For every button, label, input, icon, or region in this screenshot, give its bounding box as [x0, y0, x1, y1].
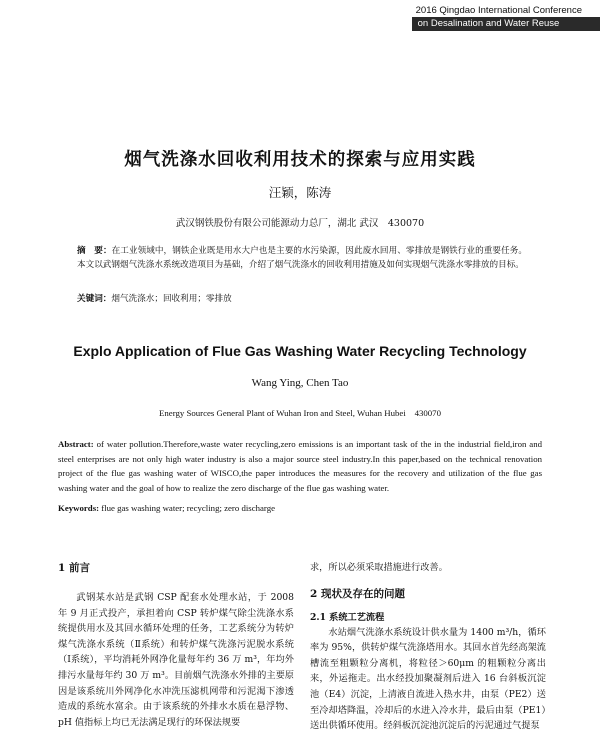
keywords-english	[58, 502, 542, 514]
title-english: Explo Application of Flue Gas Washing Water Recycling Technology	[73, 343, 527, 359]
keywords-cn-label: 关键词：	[77, 294, 112, 304]
section-heading-status: 2 现状及存在的问题	[310, 587, 405, 600]
conference-topic: on Desalination and Water Reuse	[417, 18, 560, 29]
keywords-chinese	[77, 293, 527, 305]
abstract-english	[58, 437, 542, 495]
section-heading-introduction: 1 前言	[58, 562, 90, 574]
abstract-cn-label: 摘 要：	[77, 246, 112, 256]
keywords-en-label: Keywords:	[58, 503, 100, 513]
subsection-heading-process: 2.1 系统工艺流程	[310, 611, 385, 623]
authors-chinese: 汪颖，陈涛	[268, 185, 332, 200]
affiliation-chinese: 武汉钢铁股份有限公司能源动力总厂，湖北 武汉 430070	[175, 218, 425, 229]
right-column	[310, 560, 546, 734]
keywords-en-text: flue gas washing water; recycling; zero discharge	[99, 503, 275, 513]
left-column	[58, 560, 294, 730]
abstract-cn-text: 在工业领域中，钢铁企业既是用水大户也是主要的水污染源，因此废水回用、零排放是钢铁行业的重要任务。本文以武钢烟气洗涤水系统改造项目为基础，介绍了烟气洗涤水的回收利用措施及如何实现烟气洗涤水零排放的目标。	[77, 246, 527, 270]
process-paragraph: 水站烟气洗涤水系统设计供水量为 1400 m³/h，循环率为 95%，供转炉煤气洗涤塔用水。其回水首先经高架流槽流至粗颗粒分离机，将粒径＞60μm 的粗颗粒分离出来，外运拖走。出水经投加聚凝剂后进入 16 台斜板沉淀池（E4）沉淀，上清液自流进入热水井，由泵（PE2）送至冷却塔降温，冷却后的水进入冷水井，最后由泵（PE1）送出供循环使用。经斜板沉淀池沉淀后的污泥通过气提泵	[310, 626, 546, 732]
affiliation-english: Energy Sources General Plant of Wuhan Iron and Steel, Wuhan Hubei 430070	[159, 408, 441, 418]
title-chinese: 烟气洗涤水回收利用技术的探索与应用实践	[124, 150, 476, 170]
authors-english: Wang Ying, Chen Tao	[251, 377, 349, 389]
keywords-cn-text: 烟气洗涤水；回收利用；零排放	[111, 294, 232, 304]
introduction-paragraph: 武钢某水站是武钢 CSP 配套水处理水站，于 2008 年 9 月正式投产，承担着向 CSP 转炉煤气除尘洗涤水系统提供用水及其回水循环处理的任务，工艺系统分为转炉煤气洗涤水系统（Ⅱ系统）和转炉煤气洗涤污泥脱水系统（Ⅰ系统），平均消耗外网净化量每年约 36 万 m³，年均外排污水量每年约 30 万 m³。目前烟气洗涤水外排的主要原因是该系统川外网净化水冲洗压滤机网带和污泥渴下渗透造成的系统水富余。由于该系统的外排水水质在悬浮物、pH 值指标上均已无法满足现行的环保法规要	[58, 592, 294, 728]
abstract-chinese	[77, 244, 527, 272]
abstract-en-text: of water pollution.Therefore,waste water recycling,zero emissions is an important task of the in the industrial field,iron and steel enterprises are not only high water industry is also a major source steel industry.In this paper,based on the technical renovation project of the flue gas washing water of WISCO,the paper introduces the measures for the recovery and utilization of the flue gas washing water and the goal of how to realize the zero discharge of the flue gas washing water.	[58, 439, 542, 493]
conference-header	[416, 4, 582, 30]
continuation-text: 求，所以必须采取措施进行改善。	[310, 562, 448, 573]
conference-name: 2016 Qingdao International Conference	[415, 5, 582, 16]
abstract-en-label: Abstract:	[58, 439, 94, 449]
